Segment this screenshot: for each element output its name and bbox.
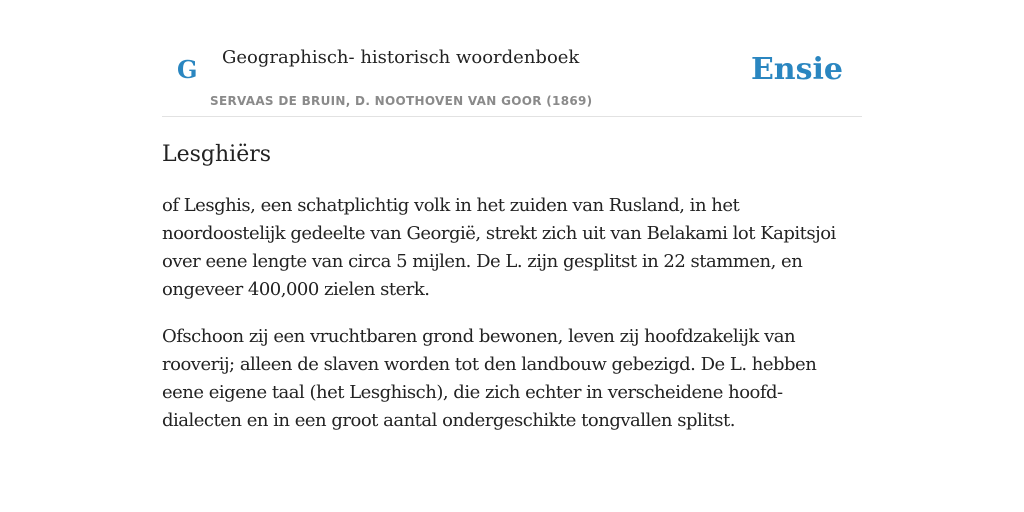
entry-title: Lesghiërs xyxy=(162,142,272,167)
page xyxy=(162,0,862,431)
entry-body xyxy=(162,192,862,454)
ensie-logo-link[interactable]: Ensie xyxy=(750,52,843,87)
entry-paragraph: of Lesghis, een schatplichtig volk in het zuiden van Rusland, in het noordoostelijk gedeelte van Georgië, strekt zich uit van Belakami lot Kapitsjoi over eene lengte van circa 5 mijlen. De L. zijn gesplitst in 22 stammen, en ongeveer 400,000 zielen sterk. xyxy=(162,195,836,300)
book-header xyxy=(162,0,862,117)
entry-paragraph: Ofschoon zij een vruchtbaren grond bewonen, leven zij hoofdzakelijk van rooverij; alleen de slaven worden tot den landbouw gebezigd. De L. hebben eene eigene taal (het Lesghisch), die zich echter in verscheidene hoofd-dialecten en in een groot aantal ondergeschikte tongvallen splitst. xyxy=(162,326,817,431)
book-title-link[interactable]: Geographisch- historisch woordenboek xyxy=(222,47,580,68)
book-logo-letter[interactable]: G xyxy=(177,55,198,84)
book-authors: SERVAAS DE BRUIN, D. NOOTHOVEN VAN GOOR (1869) xyxy=(210,94,593,108)
